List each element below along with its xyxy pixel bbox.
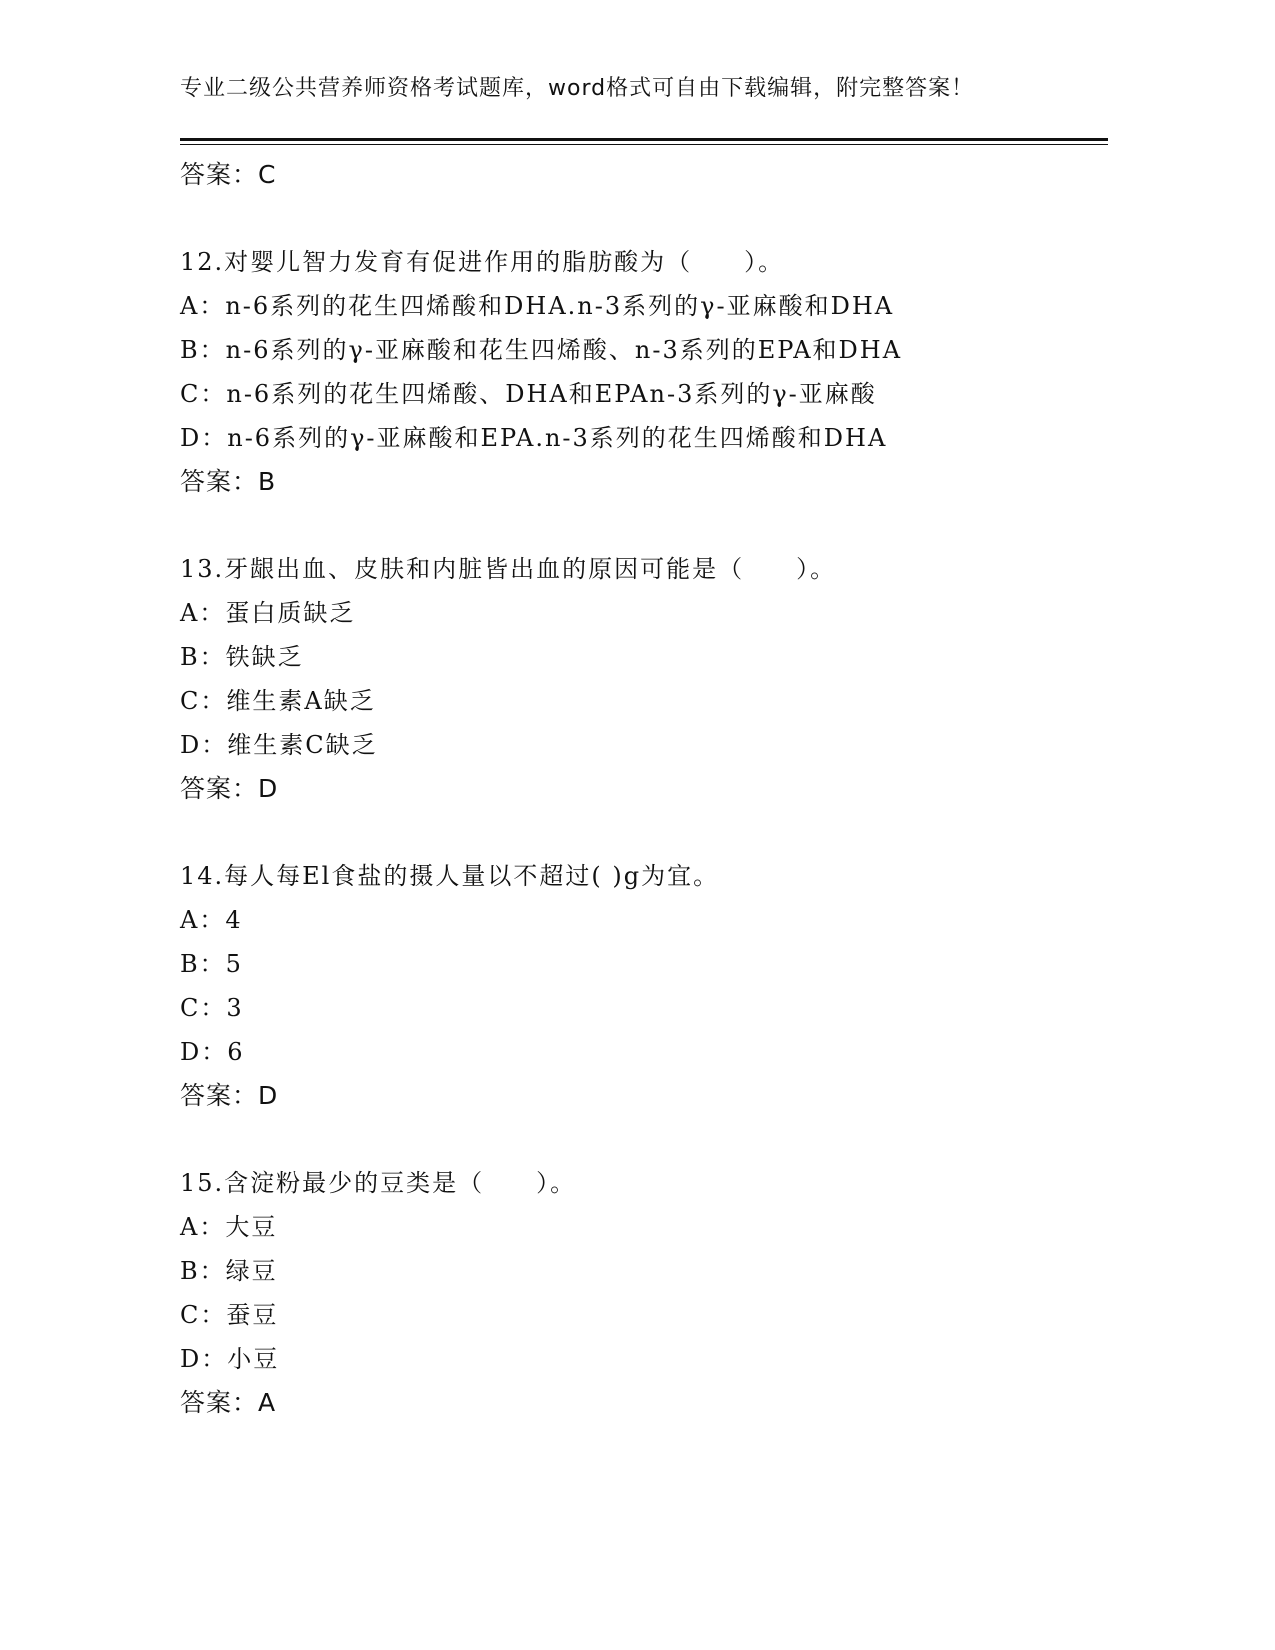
answer-line: 答案：B xyxy=(180,467,277,496)
option-c: C：维生素A缺乏 xyxy=(180,687,376,715)
option-d: D：小豆 xyxy=(180,1345,280,1373)
option-a: A：蛋白质缺乏 xyxy=(180,599,356,627)
question-stem: 12.对婴儿智力发育有促进作用的脂肪酸为（ ）。 xyxy=(180,248,785,276)
question-block-12 xyxy=(180,240,1110,504)
question-block-15 xyxy=(180,1161,1110,1425)
option-a: A：n-6系列的花生四烯酸和DHA.n-3系列的γ-亚麻酸和DHA xyxy=(180,292,895,320)
page-header-text: 专业二级公共营养师资格考试题库，word格式可自由下载编辑，附完整答案！ xyxy=(180,76,975,101)
option-a: A：大豆 xyxy=(180,1213,278,1241)
header-rule xyxy=(180,138,1108,145)
option-b: B：n-6系列的γ-亚麻酸和花生四烯酸、n-3系列的EPA和DHA xyxy=(180,336,903,364)
option-a: A：4 xyxy=(180,906,243,934)
question-stem: 13.牙龈出血、皮肤和内脏皆出血的原因可能是（ ）。 xyxy=(180,555,837,583)
question-stem: 14.每人每El食盐的摄人量以不超过( )g为宜。 xyxy=(180,862,720,890)
option-c: C：n-6系列的花生四烯酸、DHA和EPAn-3系列的γ-亚麻酸 xyxy=(180,380,877,408)
question-stem: 15.含淀粉最少的豆类是（ ）。 xyxy=(180,1169,577,1197)
option-d: D：6 xyxy=(180,1038,245,1066)
document-body xyxy=(180,153,1110,1425)
spacer xyxy=(180,811,1110,854)
spacer xyxy=(180,504,1110,547)
option-b: B：5 xyxy=(180,950,243,978)
spacer xyxy=(180,197,1110,240)
option-c: C：3 xyxy=(180,994,244,1022)
answer-line: 答案：A xyxy=(180,1388,277,1417)
option-d: D：n-6系列的γ-亚麻酸和EPA.n-3系列的花生四烯酸和DHA xyxy=(180,424,888,452)
spacer xyxy=(180,1118,1110,1161)
answer-line: 答案：D xyxy=(180,1081,279,1110)
question-block-13 xyxy=(180,547,1110,811)
answer-line-prev: 答案：C xyxy=(180,160,277,189)
option-b: B：绿豆 xyxy=(180,1257,278,1285)
option-d: D：维生素C缺乏 xyxy=(180,731,378,759)
question-block-14 xyxy=(180,854,1110,1118)
answer-line: 答案：D xyxy=(180,774,279,803)
option-b: B：铁缺乏 xyxy=(180,643,304,671)
option-c: C：蚕豆 xyxy=(180,1301,279,1329)
